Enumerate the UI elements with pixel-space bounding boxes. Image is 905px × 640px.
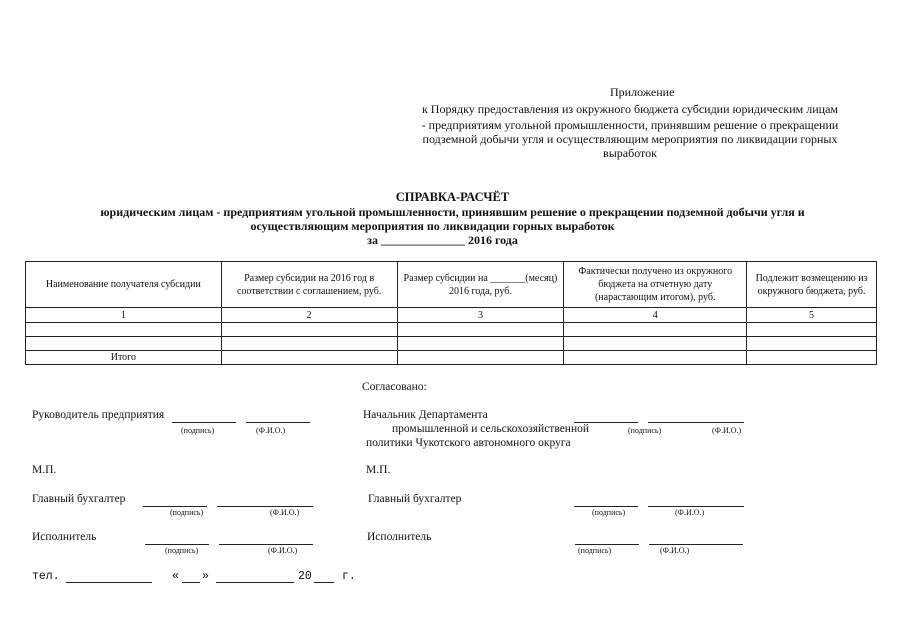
phone-label: тел. <box>32 570 60 583</box>
chief-accountant-label-left: Главный бухгалтер <box>32 493 126 505</box>
table-cell <box>221 337 397 351</box>
table-cell <box>564 351 747 365</box>
appendix-title: Приложение <box>610 85 675 99</box>
table-cell <box>397 351 564 365</box>
quote-open: « <box>172 570 179 583</box>
signature-line[interactable] <box>145 533 209 545</box>
table-header-cell: Подлежит возмещению из окружного бюджета, руб. <box>747 262 877 308</box>
calculation-table <box>25 261 877 365</box>
name-hint: (Ф.И.О.) <box>270 508 300 517</box>
table-header-cell: Размер субсидии на _______(месяц) 2016 года, руб. <box>397 262 564 308</box>
executor-label-right: Исполнитель <box>367 531 432 543</box>
dept-head-line-2: промышленной и сельскохозяйственной <box>392 423 590 435</box>
column-number: 5 <box>747 308 877 323</box>
head-of-enterprise-label: Руководитель предприятия <box>32 409 165 421</box>
table-cell <box>747 323 877 337</box>
seal-label-right: М.П. <box>366 464 391 476</box>
dept-head-line-3: политики Чукотского автономного округа <box>366 437 571 449</box>
document-subtitle-2: осуществляющим мероприятия по ликвидации горных выработок <box>250 219 615 233</box>
table-cell <box>221 323 397 337</box>
signature-line[interactable] <box>574 495 638 507</box>
signature-hint: (подпись) <box>628 426 662 435</box>
table-cell <box>564 323 747 337</box>
executor-label-left: Исполнитель <box>32 531 97 543</box>
signature-line[interactable] <box>574 411 638 423</box>
column-number: 1 <box>26 308 222 323</box>
table-row <box>26 337 877 351</box>
table-total-row <box>26 351 877 365</box>
table-header-row <box>26 262 877 308</box>
appendix-line-3: подземной добычи угля и осуществляющим мероприятия по ликвидации горных <box>422 132 838 146</box>
table-header-cell: Фактически получено из окружного бюджета на отчетную дату (нарастающим итогом), руб. <box>564 262 747 308</box>
month-line[interactable] <box>216 571 294 583</box>
year-line[interactable] <box>314 571 334 583</box>
chief-accountant-label-right: Главный бухгалтер <box>368 493 462 505</box>
day-line[interactable] <box>182 571 200 583</box>
dept-head-line-1: Начальник Департамента <box>363 409 488 421</box>
name-line[interactable] <box>648 495 744 507</box>
year-prefix: 20 <box>298 570 312 583</box>
name-hint: (Ф.И.О.) <box>675 508 705 517</box>
table-cell <box>397 337 564 351</box>
column-number: 2 <box>221 308 397 323</box>
agreed-label: Согласовано: <box>362 381 427 393</box>
signature-hint: (подпись) <box>578 546 612 555</box>
signature-line[interactable] <box>575 533 639 545</box>
table-header-cell: Размер субсидии на 2016 год в соответствии с соглашением, руб. <box>221 262 397 308</box>
table-cell <box>26 337 222 351</box>
name-hint: (Ф.И.О.) <box>268 546 298 555</box>
signature-hint: (подпись) <box>181 426 215 435</box>
quote-close: » <box>202 570 209 583</box>
table-cell <box>397 323 564 337</box>
name-line[interactable] <box>219 533 313 545</box>
name-hint: (Ф.И.О.) <box>712 426 742 435</box>
name-hint: (Ф.И.О.) <box>256 426 286 435</box>
document-title: СПРАВКА-РАСЧЁТ <box>395 190 510 204</box>
column-number: 3 <box>397 308 564 323</box>
year-suffix: г. <box>342 570 356 583</box>
column-number: 4 <box>564 308 747 323</box>
table-header-cell: Наименование получателя субсидии <box>26 262 222 308</box>
appendix-line-2: - предприятиям угольной промышленности, принявшим решение о прекращении <box>421 118 839 132</box>
table-cell <box>26 323 222 337</box>
signature-hint: (подпись) <box>170 508 204 517</box>
phone-line[interactable] <box>66 571 152 583</box>
name-line[interactable] <box>217 495 313 507</box>
table-cell <box>747 351 877 365</box>
table-number-row <box>26 308 877 323</box>
total-label: Итого <box>26 351 222 365</box>
name-line[interactable] <box>648 411 744 423</box>
table-cell <box>564 337 747 351</box>
name-hint: (Ф.И.О.) <box>660 546 690 555</box>
table-cell <box>221 351 397 365</box>
document-period: за ______________ 2016 года <box>367 233 518 247</box>
signature-hint: (подпись) <box>592 508 626 517</box>
signature-line[interactable] <box>143 495 207 507</box>
name-line[interactable] <box>649 533 743 545</box>
document-subtitle-1: юридическим лицам - предприятиям угольной промышленности, принявшим решение о прекращении подземной добычи угля и <box>100 205 805 219</box>
seal-label-left: М.П. <box>32 464 57 476</box>
signature-hint: (подпись) <box>165 546 199 555</box>
appendix-line-1: к Порядку предоставления из окружного бюджета субсидии юридическим лицам <box>421 102 839 116</box>
table-cell <box>747 337 877 351</box>
table-row <box>26 323 877 337</box>
name-line[interactable] <box>246 411 310 423</box>
signature-line[interactable] <box>172 411 236 423</box>
appendix-line-4: выработок <box>603 146 657 160</box>
